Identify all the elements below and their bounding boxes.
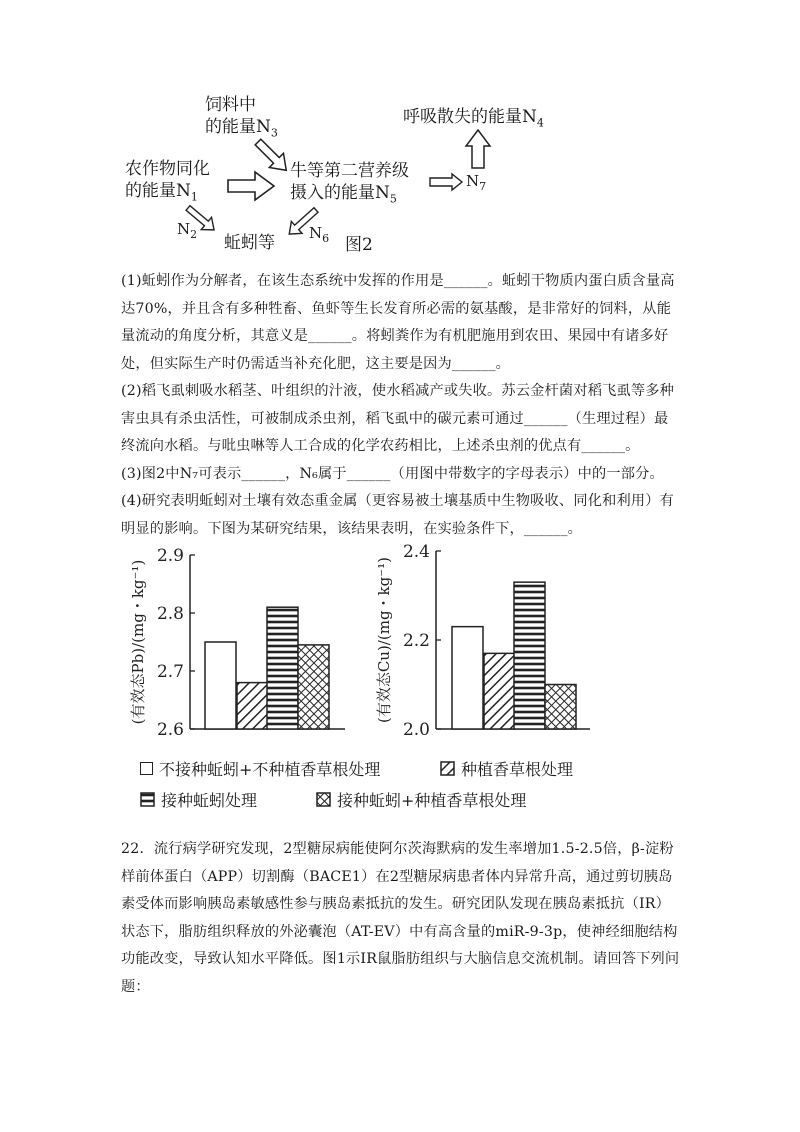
legend-label: 种植香草根处理: [461, 760, 574, 779]
y-tick-label: 2.9: [156, 546, 184, 566]
bar-crosshatch: [298, 645, 329, 729]
respiration-energy-label: 呼吸散失的能量$N_4$: [403, 107, 544, 130]
legend-swatch-horizontal: [140, 792, 155, 807]
earthworm-label: 蚯蚓等: [224, 233, 275, 253]
bar-blank: [452, 627, 483, 729]
question-4: (4)研究表明蚯蚓对土壤有效态重金属（更容易被土壤基质中生物吸收、同化和利用）有明显的影响。下图为某研究结果，该结果表明，在实验条件下，______。: [121, 493, 675, 537]
question-2: (2)稻飞虱刺吸水稻茎、叶组织的汁液，使水稻减产或失收。苏云金杆菌对稻飞虱等多种害虫具有杀虫活性，可被制成杀虫剂，稻飞虱中的碳元素可通过______（生理过程）最终流向水稻。与吡虫啉等人工合成的化学农药相比，上述杀虫剂的优点有______。: [121, 383, 675, 454]
legend-label: 不接种蚯蚓+不种植香草根处理: [159, 760, 381, 779]
legend-item-3: [140, 788, 257, 811]
bar-horizontal: [267, 607, 298, 729]
legend-label: 接种蚯蚓处理: [161, 791, 258, 810]
legend-item-1: [140, 757, 380, 780]
legend-label: 接种蚯蚓+种植香草根处理: [337, 791, 527, 810]
bar-crosshatch: [545, 685, 576, 730]
bar-horizontal: [514, 582, 545, 729]
flow-arrows: [0, 0, 800, 270]
hollow-arrow-n7: [430, 174, 462, 190]
n2-label: $N_2$: [177, 220, 198, 241]
pb-chart: [129, 546, 345, 740]
questions-block: [121, 268, 681, 543]
question-3: (3)图2中N₇可表示______，N₆属于______（用图中带数字的字母表示）中的一部分。: [121, 465, 664, 482]
y-tick-label: 2.6: [156, 720, 184, 740]
y-tick-label: 2.8: [156, 604, 184, 624]
bar-diagonal: [237, 683, 268, 729]
y-tick-label: 2.2: [402, 631, 430, 651]
y-tick-label: 2.4: [402, 542, 430, 562]
legend-item-2: [440, 757, 573, 780]
question-1: (1)蚯蚓作为分解者，在该生态系统中发挥的作用是______。蚯蚓干物质内蛋白质含量高达70%，并且含有多种牲畜、鱼虾等生长发育所必需的氨基酸，是非常好的饲料，从能量流动的角度分析，其意义是______。将蚓粪作为有机肥施用到农田、果园中有诸多好处，但实际生产时仍需适当补充化肥，这主要是因为______。: [121, 273, 675, 372]
intake-energy-label: 牛等第二营养级 摄入的能量$N_5$: [290, 161, 409, 206]
question-22-block: [121, 836, 681, 1001]
n7-label: $N_7$: [466, 172, 487, 193]
question-22: 22．流行病学研究发现，2型糖尿病能使阿尔茨海默病的发生率增加1.5-2.5倍，β-淀粉样前体蛋白（APP）切割酶（BACE1）在2型糖尿病患者体内异常升高，通过剪切胰岛素受体而影响胰岛素敏感性参与胰岛素抵抗的发生。研究团队发现在胰岛素抵抗（IR）状态下，脂肪组织释放的外泌囊泡（AT-EV）中有高含量的miR-9-3p，使神经细胞结构功能改变，导致认知水平降低。图1示IR鼠脂肪组织与大脑信息交流机制。请回答下列问题：: [121, 841, 680, 995]
hollow-arrow-up: [466, 130, 490, 168]
bar-blank: [205, 642, 236, 729]
y-axis-label: (有效态Cu)/(mg・kg⁻¹): [375, 556, 393, 724]
figure-caption: 图2: [345, 235, 373, 255]
legend-swatch-crosshatch: [316, 792, 331, 807]
legend-swatch-blank: [140, 762, 153, 775]
legend-swatch-diagonal: [440, 761, 455, 776]
y-tick-label: 2.7: [156, 662, 184, 682]
y-axis-label: (有效态Pb)/(mg・kg⁻¹): [129, 559, 147, 725]
crop-energy-label: 农作物同化 的能量$N_1$: [125, 159, 210, 204]
n6-label: $N_6$: [309, 224, 330, 245]
bar-charts: [0, 535, 800, 750]
y-tick-label: 2.0: [402, 720, 430, 740]
cu-chart: [375, 542, 590, 740]
legend-item-4: [316, 788, 526, 811]
bar-diagonal: [484, 653, 515, 729]
feed-energy-label: 饲料中 的能量$N_3$: [205, 95, 278, 140]
hollow-arrow-right: [228, 172, 274, 200]
